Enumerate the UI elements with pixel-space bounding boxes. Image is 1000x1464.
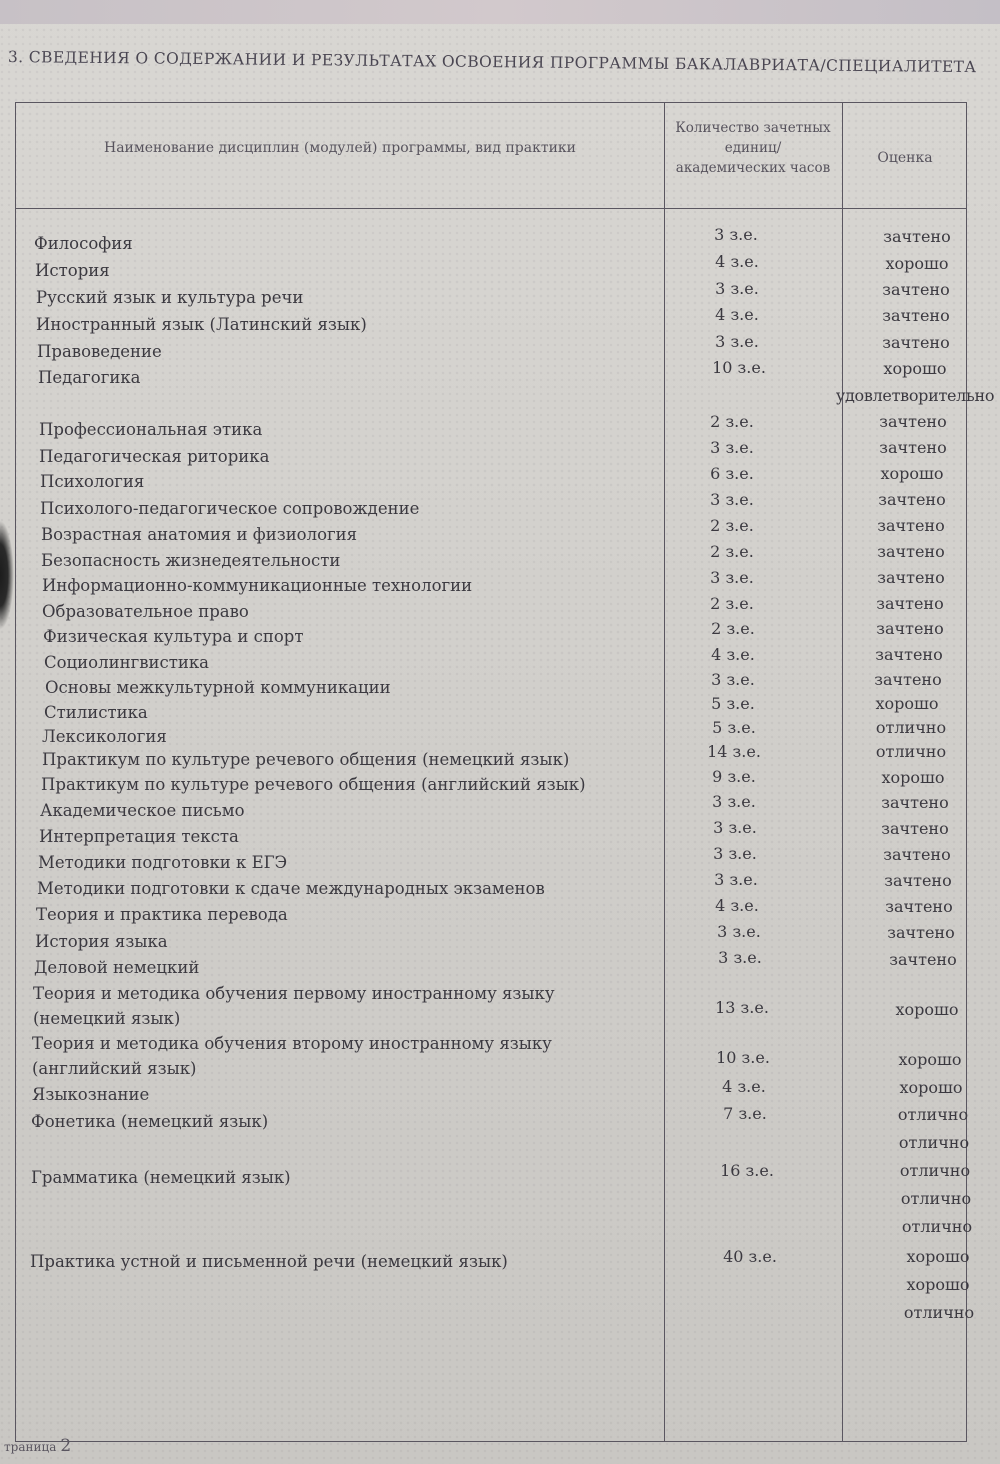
discipline-name: Иностранный язык (Латинский язык) [36,315,367,334]
grade-value: хорошо [880,464,944,483]
grade-value: зачтено [882,333,950,352]
discipline-name: История языка [35,932,168,951]
grade-value: зачтено [881,819,949,838]
grade-value: хорошо [883,359,947,378]
grade-value: зачтено [878,490,946,509]
credits-value: 13 з.е. [715,998,769,1017]
credits-value: 3 з.е. [711,670,755,689]
discipline-name: Практикум по культуре речевого общения (английский язык) [41,775,586,794]
discipline-name: Русский язык и культура речи [36,288,304,307]
discipline-name: Психология [40,472,145,491]
discipline-name: Фонетика (немецкий язык) [31,1112,269,1131]
credits-value: 4 з.е. [722,1077,766,1096]
page-footer [4,1436,71,1456]
credits-value: 2 з.е. [710,594,754,613]
header-grade: Оценка [877,150,933,166]
discipline-name: Возрастная анатомия и физиология [41,525,358,544]
grade-value: зачтено [884,871,952,890]
grade-value: зачтено [881,793,949,812]
discipline-name: Лексикология [42,727,167,746]
discipline-name: Интерпретация текста [39,827,239,846]
grade-value: зачтено [879,438,947,457]
credits-value: 3 з.е. [714,225,758,244]
header-discipline-name: Наименование дисциплин (модулей) программы, вид практики [104,140,576,156]
discipline-name: Основы межкультурной коммуникации [45,678,391,697]
grade-value: хорошо [898,1050,962,1069]
discipline-name: Правоведение [37,342,162,361]
credits-value: 5 з.е. [711,694,755,713]
credits-value: 4 з.е. [711,645,755,664]
credits-value: 40 з.е. [723,1247,777,1266]
credits-value: 3 з.е. [714,870,758,889]
grade-value: отлично [899,1161,971,1180]
grade-value: зачтено [885,897,953,916]
grade-value: хорошо [881,768,945,787]
discipline-name: Теория и методика обучения первому иностранному языку (немецкий язык) [33,984,555,1028]
additional-grade-value: хорошо [906,1275,970,1294]
additional-grade-value: удовлетворительно [835,386,995,405]
discipline-name: Методики подготовки к ЕГЭ [38,853,288,872]
credits-value: 3 з.е. [710,568,754,587]
discipline-name: Академическое письмо [40,801,245,820]
discipline-name: Деловой немецкий [34,958,200,977]
discipline-name: Информационно-коммуникационные технологии [42,576,473,595]
grade-value: зачтено [877,516,945,535]
section-title: 3. СВЕДЕНИЯ О СОДЕРЖАНИИ И РЕЗУЛЬТАТАХ ОСВОЕНИЯ ПРОГРАММЫ БАКАЛАВРИАТА/СПЕЦИАЛИТЕТА [7,48,977,77]
credits-value: 3 з.е. [715,332,759,351]
discipline-name: Практикум по культуре речевого общения (немецкий язык) [42,750,570,769]
credits-value: 3 з.е. [717,922,761,941]
grade-value: хорошо [899,1078,963,1097]
discipline-name: Педагогическая риторика [39,447,270,466]
grade-value: зачтено [889,950,957,969]
credits-value: 3 з.е. [710,438,754,457]
discipline-name: Психолого-педагогическое сопровождение [40,499,420,518]
discipline-name: Профессиональная этика [39,420,263,439]
discipline-name: Теория и методика обучения второму иностранному языку (английский язык) [32,1034,552,1078]
grade-value: отлично [875,718,947,737]
discipline-name: Социолингвистика [44,653,210,672]
discipline-name: История [35,261,110,280]
discipline-name: Грамматика (немецкий язык) [31,1168,291,1187]
grade-value: зачтено [882,280,950,299]
grade-value: зачтено [877,568,945,587]
additional-grade-value: отлично [901,1217,973,1236]
credits-value: 10 з.е. [712,358,766,377]
grade-value: зачтено [883,845,951,864]
grade-value: зачтено [877,542,945,561]
grade-value: зачтено [882,306,950,325]
discipline-name: Стилистика [44,703,148,722]
header-credits: Количество зачетных единиц/ академических часов [675,120,831,176]
credits-value: 14 з.е. [707,742,761,761]
credits-value: 9 з.е. [712,767,756,786]
credits-value: 4 з.е. [715,305,759,324]
discipline-name: Физическая культура и спорт [43,627,304,646]
grade-value: зачтено [887,923,955,942]
credits-value: 5 з.е. [712,718,756,737]
credits-value: 3 з.е. [715,279,759,298]
grade-value: отлично [875,742,947,761]
discipline-name: Теория и практика перевода [36,905,288,924]
discipline-name: Безопасность жизнедеятельности [41,551,341,570]
discipline-name: Педагогика [38,368,141,387]
grade-value: хорошо [875,694,939,713]
credits-value: 4 з.е. [715,252,759,271]
credits-value: 2 з.е. [710,542,754,561]
credits-value: 4 з.е. [715,896,759,915]
grade-value: зачтено [876,594,944,613]
discipline-name: Философия [34,234,133,253]
credits-value: 2 з.е. [711,619,755,638]
credits-value: 2 з.е. [710,516,754,535]
credits-value: 3 з.е. [710,490,754,509]
grade-value: зачтено [883,227,951,246]
discipline-name: Практика устной и письменной речи (немецкий язык) [30,1252,508,1271]
additional-grade-value: отлично [900,1189,972,1208]
additional-grade-value: отлично [898,1133,970,1152]
discipline-name: Языкознание [32,1085,150,1104]
credits-value: 2 з.е. [710,412,754,431]
credits-value: 3 з.е. [713,818,757,837]
discipline-name: Методики подготовки к сдаче международных экзаменов [37,879,545,898]
credits-value: 7 з.е. [723,1104,767,1123]
footer-label: траница [4,1440,57,1454]
grade-value: зачтено [874,670,942,689]
grade-value: отлично [897,1105,969,1124]
grade-value: зачтено [879,412,947,431]
page-number: 2 [60,1436,72,1456]
credits-value: 3 з.е. [718,948,762,967]
grade-value: зачтено [876,619,944,638]
grade-value: хорошо [906,1247,970,1266]
credits-value: 3 з.е. [713,844,757,863]
grade-value: зачтено [875,645,943,664]
grade-value: хорошо [885,254,949,273]
credits-value: 3 з.е. [712,792,756,811]
grade-value: хорошо [895,1000,959,1019]
credits-value: 16 з.е. [720,1161,774,1180]
credits-value: 6 з.е. [710,464,754,483]
additional-grade-value: отлично [903,1303,975,1322]
credits-value: 10 з.е. [716,1048,770,1067]
discipline-name: Образовательное право [42,602,249,621]
